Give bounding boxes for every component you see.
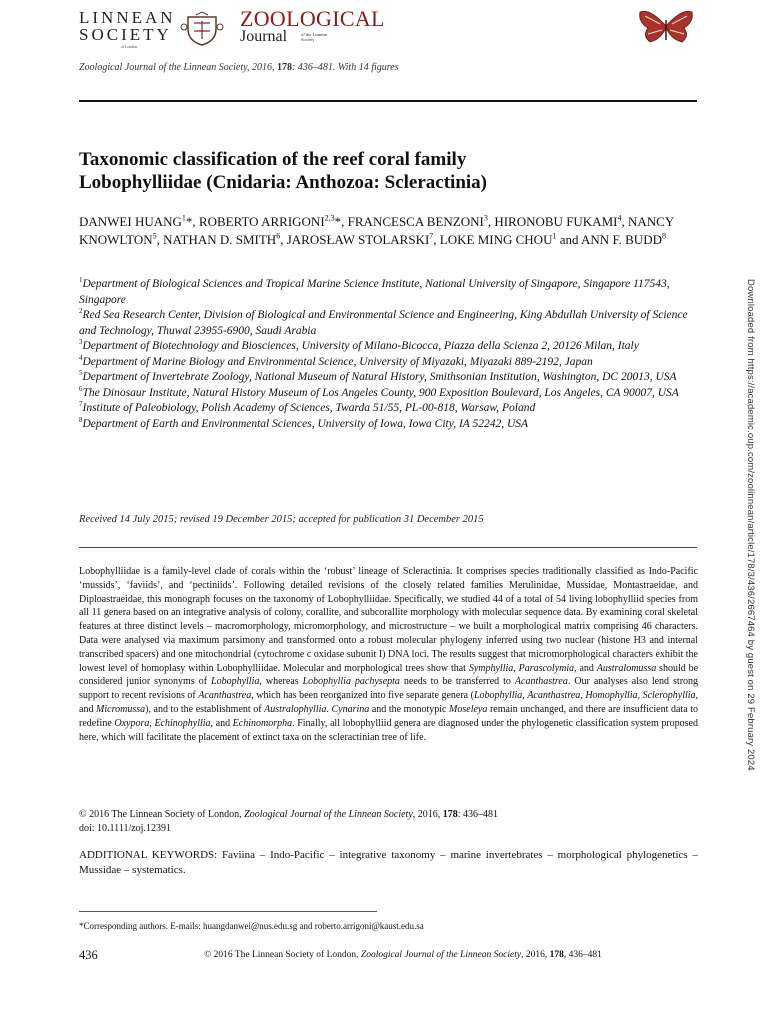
doi-link[interactable]: doi: 10.1111/zoj.12391 <box>79 823 171 834</box>
taxon-name: Symphyllia <box>468 662 514 674</box>
society-word-2: SOCIETY <box>79 25 172 44</box>
author-separator: , <box>487 214 495 229</box>
taxon-name: Echinophyllia <box>154 717 211 729</box>
affiliation-number: 5 <box>79 369 83 378</box>
abstract-segment: , <box>513 662 519 674</box>
affiliation-text: Department of Biological Sciences and Tropical Marine Science Institute, National University of Singapore, Singapore 117543, Singapore <box>79 278 670 306</box>
journal-citation: Zoological Journal of the Linnean Society, 2016, 178: 436–481. With 14 figures <box>79 62 399 73</box>
abstract-segment: Lobophylliidae is a family-level clade of corals within the ‘robust’ lineage of Scleractinia. It comprises species traditionally classified as Indo-Pacific ‘mussids’, ‘faviids’, and ‘pectiniids’. Following detailed revisions of the closely related families Merulinidae, Mussidae, Montastraeidae, and Diploastraeidae, this monograph focuses on the taxonomy of Lobophylliidae. Specifically, we studied 44 of a total of 54 living lobophylliid species from all 11 genera based on an integrative analysis of colony, corallite, and subcorallite morphology with molecular sequence data. By examining coral skeletal features at three distinct levels – macromorphology, micromorphology, and microstructure – we built a morphological matrix comprising 46 characters. Data were analysed via maximum parsimony and transformed onto a robust molecular phylogeny inferred using two nuclear (histone H3 and internal transcribed spacers) and one mitochondrial (cytochrome c oxidase subunit I) DNA loci. The results suggest that micromorphological characters exhibit the lowest level of homoplasy within Lobophylliidae. Molecular and morphological trees show that <box>79 566 698 674</box>
affiliation-text: Department of Invertebrate Zoology, National Museum of Natural History, Smithsonian Institution, Washington, DC 20013, USA <box>82 371 677 383</box>
affiliation-item <box>79 355 699 371</box>
author-affiliation-marker: 2,3 <box>324 213 335 223</box>
author-separator: and <box>556 232 582 247</box>
affiliation-number: 6 <box>79 384 83 393</box>
additional-keywords: ADDITIONAL KEYWORDS: Faviina – Indo-Pacific – integrative taxonomy – marine invertebrates – morphological phylogenetics – Mussidae – systematics. <box>79 849 698 876</box>
author-name: LOKE MING CHOU <box>439 232 553 247</box>
author-affiliation-marker: 5 <box>152 231 157 241</box>
corresponding-mark: * <box>334 214 342 229</box>
abstract-rule <box>79 547 697 548</box>
abstract-segment: . Our analyses also lend strong support to recent revisions of <box>79 676 699 702</box>
taxon-name: Lobophyllia <box>473 690 523 702</box>
affiliation-text: Department of Earth and Environmental Sciences, University of Iowa, Iowa City, IA 52242, USA <box>82 417 529 430</box>
author-separator: , <box>156 232 164 247</box>
taxon-name: Acanthastrea <box>198 690 252 702</box>
crest-icon <box>180 11 224 47</box>
author-name: FRANCESCA BENZONI <box>347 214 484 229</box>
author-affiliation-marker: 6 <box>276 231 281 241</box>
footnote-rule <box>79 911 377 912</box>
taxon-name: Australophyllia <box>264 703 327 715</box>
author-affiliation-marker: 8 <box>661 231 666 241</box>
affiliation-number: 4 <box>79 353 83 362</box>
author-name: DANWEI HUANG <box>79 214 182 229</box>
taxon-name: Lobophyllia <box>211 676 260 688</box>
affiliation-number: 8 <box>79 415 83 424</box>
abstract-segment: should be considered junior synonyms of <box>79 662 699 688</box>
author-separator: , <box>433 232 440 247</box>
abstract-segment: , which has been reorganized into five separate genera ( <box>251 690 474 702</box>
abstract-segment: , <box>522 690 528 702</box>
affiliation-list <box>79 277 699 432</box>
affiliation-item <box>79 417 699 433</box>
author-separator: , <box>621 214 628 229</box>
affiliation-text: The Dinosaur Institute, Natural History Museum of Los Angeles County, 900 Exposition Boulevard, Los Angeles, CA 90007, USA <box>82 386 679 399</box>
author-name: ROBERTO ARRIGONI <box>198 214 325 229</box>
page-number: 436 <box>79 948 98 962</box>
affiliation-item <box>79 339 699 355</box>
abstract-segment: , and <box>210 717 233 729</box>
abstract-segment: , <box>637 690 643 702</box>
article-title-line-1: Taxonomic classification of the reef coral family <box>79 149 467 170</box>
article-title-line-2: Lobophylliidae (Cnidaria: Anthozoa: Scleractinia) <box>79 172 487 193</box>
author-affiliation-marker: 3 <box>483 213 488 223</box>
author-affiliation-marker: 1 <box>181 213 186 223</box>
taxon-name: Moseleya <box>449 703 488 715</box>
taxon-name: Parascolymia <box>518 662 575 674</box>
affiliation-text: Department of Biotechnology and Biosciences, University of Milano-Bicocca, Piazza della Scienza 2, 20126 Milan, Italy <box>82 340 639 352</box>
affiliation-item <box>79 386 699 402</box>
taxon-name: Acanthastrea <box>527 690 581 702</box>
abstract-segment: ), and to the establishment of <box>145 703 265 715</box>
abstract-text <box>79 565 698 744</box>
affiliation-number: 3 <box>79 338 83 347</box>
abstract-segment: and the monotypic <box>369 703 450 715</box>
journal-title-of-linnean: of the Linnean Society <box>301 32 328 42</box>
author-separator: , <box>341 214 348 229</box>
affiliation-number: 2 <box>79 307 83 316</box>
author-affiliation-marker: 4 <box>617 213 622 223</box>
journal-title-journal: Journal <box>240 28 288 45</box>
abstract-segment: , <box>149 717 155 729</box>
author-name: NATHAN D. SMITH <box>163 232 277 247</box>
taxon-name: Sclerophyllia <box>642 690 696 702</box>
affiliation-number: 1 <box>79 276 83 285</box>
corresponding-authors-note: *Corresponding authors. E-mails: huangdanwei@nus.edu.sg and roberto.arrigoni@kaust.edu.sa <box>79 921 424 931</box>
society-small: of London <box>120 44 138 49</box>
affiliation-text: Department of Marine Biology and Environmental Science, University of Miyazaki, Miyazaki 889-2192, Japan <box>82 355 593 368</box>
affiliation-item <box>79 401 699 417</box>
author-name: ANN F. BUDD <box>581 232 662 247</box>
abstract-segment: remain unchanged, and there are insufficient data to redefine <box>79 703 698 729</box>
affiliation-item <box>79 308 699 339</box>
copyright-line: © 2016 The Linnean Society of London, Zoological Journal of the Linnean Society, 2016, 178: 436–481 <box>79 809 499 820</box>
author-name: JAROSŁAW STOLARSKI <box>286 232 430 247</box>
journal-title-zoological: ZOOLOGICAL <box>240 6 385 31</box>
abstract-segment: , whereas <box>259 676 303 688</box>
header-rule <box>79 100 697 102</box>
affiliation-number: 7 <box>79 400 83 409</box>
taxon-name: Micromussa <box>96 703 146 715</box>
affiliation-item <box>79 370 699 386</box>
download-note: Downloaded from https://academic.oup.com/zoolinnean/article/178/3/436/2667464 by guest on 29 February 2024 <box>745 279 756 771</box>
abstract-segment: , and <box>574 662 597 674</box>
abstract-segment: , <box>580 690 586 702</box>
abstract-segment: . <box>326 703 332 715</box>
author-separator: , <box>280 232 287 247</box>
taxon-name: Oxypora <box>114 717 150 729</box>
taxon-name: Cynarina <box>331 703 370 715</box>
abstract-segment: needs to be transferred to <box>399 676 515 688</box>
author-name: NANCY KNOWLTON <box>79 214 674 247</box>
author-separator: , <box>192 214 199 229</box>
abstract-segment: , and <box>79 690 699 715</box>
affiliation-item <box>79 277 699 308</box>
author-name: HIRONOBU FUKAMI <box>494 214 618 229</box>
taxon-name: Lobophyllia pachysepta <box>302 676 400 688</box>
society-word-1: LINNEAN <box>79 8 176 27</box>
corresponding-mark: * <box>185 214 193 229</box>
linnean-society-logo <box>79 9 179 49</box>
taxon-name: Echinomorpha <box>232 717 293 729</box>
affiliation-text: Red Sea Research Center, Division of Biological and Environmental Science and Engineering, King Abdullah University of Science and Technology, Thuwal 23955-6900, Saudi Arabia <box>79 309 688 337</box>
taxon-name: Acanthastrea <box>514 676 568 688</box>
author-affiliation-marker: 7 <box>429 231 434 241</box>
abstract-segment: . Finally, all lobophylliid genera are diagnosed under the phylogenetic classification system proposed here, which will facilitate the placement of extinct taxa on the scleractinian tree of life. <box>79 717 698 743</box>
author-affiliation-marker: 1 <box>552 231 557 241</box>
taxon-name: Homophyllia <box>585 690 638 702</box>
footer-copyright: © 2016 The Linnean Society of London, Zoological Journal of the Linnean Society, 2016, 178, 436–481 <box>204 950 602 960</box>
taxon-name: Australomussa <box>596 662 657 674</box>
affiliation-text: Institute of Paleobiology, Polish Academy of Sciences, Twarda 51/55, PL-00-818, Warsaw, Poland <box>82 402 536 414</box>
received-dates: Received 14 July 2015; revised 19 December 2015; accepted for publication 31 December 2015 <box>79 514 484 525</box>
butterfly-icon <box>636 6 696 48</box>
author-list <box>79 213 699 249</box>
article-title <box>79 148 699 194</box>
